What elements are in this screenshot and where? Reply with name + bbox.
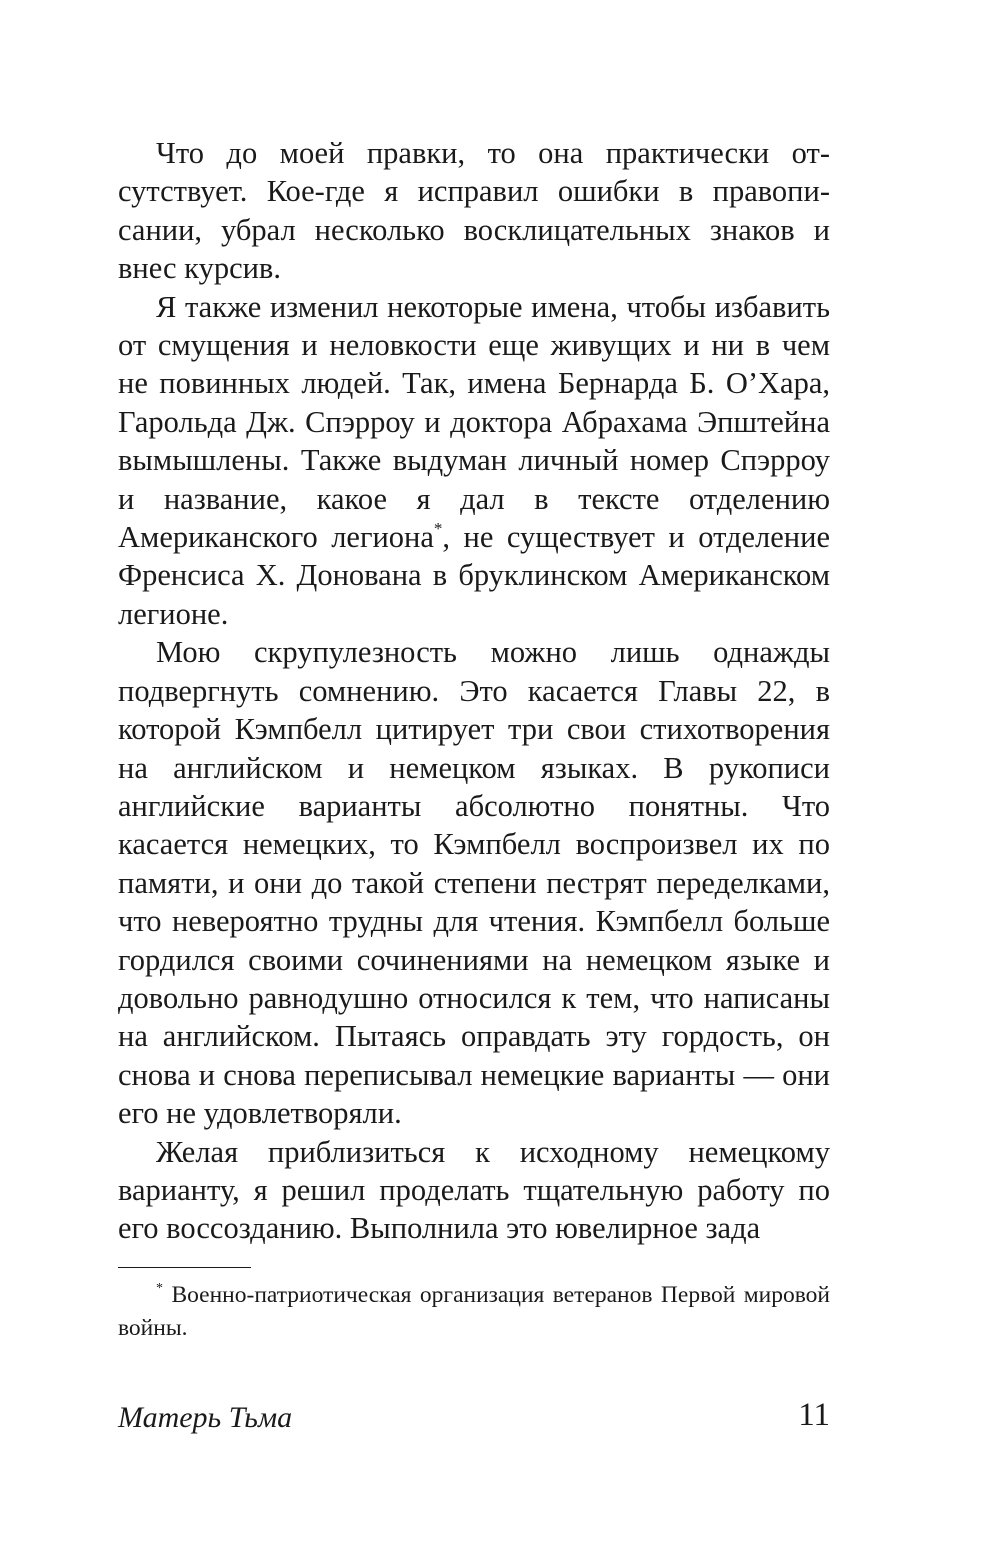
page-number: 11: [798, 1397, 830, 1433]
paragraph-2-text: Я также изменил некоторые имена, чтобы избавить от смущения и неловкости еще живущих и ни в чем не повинных людей. Так, имена Бернарда Б. О’Хара, Гарольда Дж. Спэрроу и доктора Абрахама Эпштейна вымышлены. Также выдуман личный номер Спэрроу и название, какое я дал в тексте отделению Американского легиона: [118, 289, 830, 555]
footnote-divider: [118, 1267, 251, 1268]
paragraph-3: Мою скрупулезность можно лишь однажды подвергнуть сомнению. Это касается Главы 22, в которой Кэмпбелл цитирует три свои стихотворения на английском и немецком языках. В рукописи английские варианты абсолютно понятны. Что касается немецких, то Кэмпбелл воспроизвел их по памяти, и они до такой степени пестрят переделками, что невероятно трудны для чтения. Кэмпбелл больше гордился своими сочинениями на немецком языке и довольно равнодушно относился к тем, что написаны на английском. Пытаясь оправдать эту гордость, он снова и снова переписывал немецкие варианты — они его не удовлетворяли.: [118, 635, 830, 1131]
footnote: [118, 1279, 830, 1345]
footnote-mark: *: [156, 1281, 163, 1296]
paragraph-1: Что до моей правки, то она практически отсутствует. Кое-где я исправил ошибки в правописании, убрал несколько восклицательных знаков и внес курсив.: [118, 136, 830, 286]
footnote-text: Военно-патриотическая организация ветеранов Первой мировой войны.: [118, 1282, 831, 1341]
main-text: [118, 134, 830, 1248]
running-title: Матерь Тьма: [118, 1401, 293, 1434]
paragraph-2: [118, 288, 830, 634]
footnote-reference-mark: *: [433, 519, 443, 539]
paragraph-4: Желая приблизиться к исходному немецкому варианту, я решил проделать тщательную работу по его воссозданию. Выполнила это ювелирное зада: [118, 1134, 830, 1246]
paragraph-2-continuation: , не существует и отделение Френсиса Х. Донована в бруклинском Американском легионе.: [118, 520, 830, 631]
